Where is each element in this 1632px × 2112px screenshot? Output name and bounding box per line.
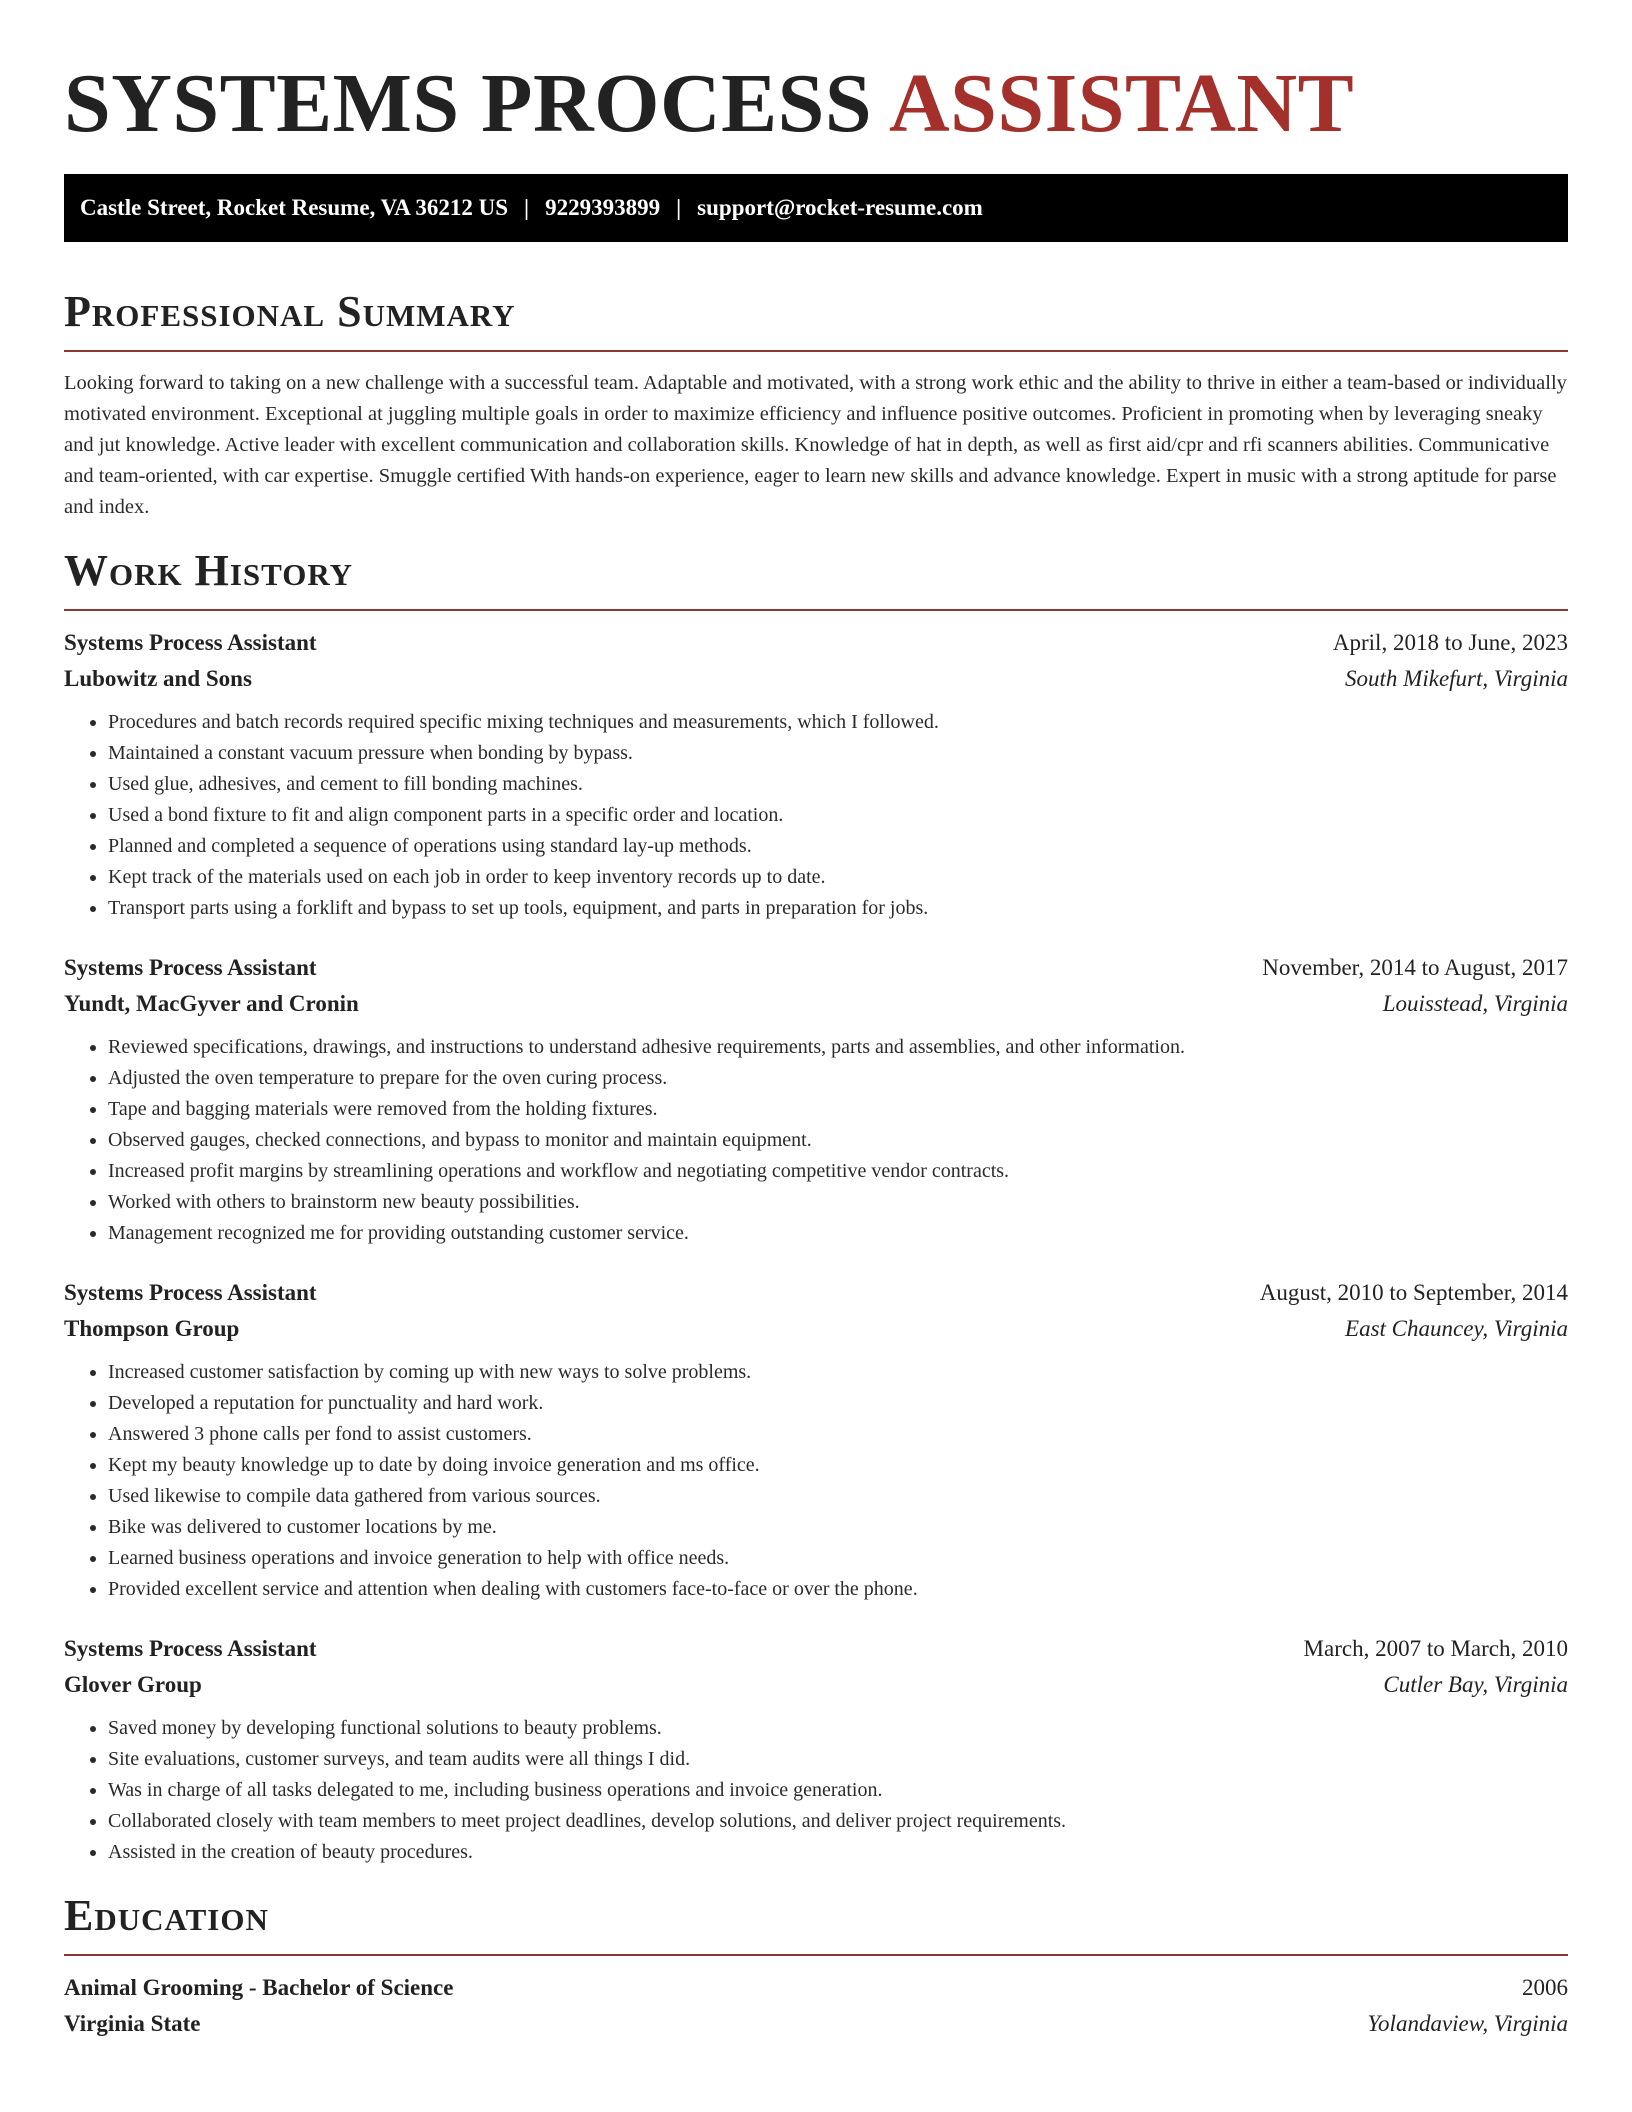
job-dates: April, 2018 to June, 2023 [1332,630,1568,655]
job-duties-list [64,1357,1568,1605]
duty-item: • Kept my beauty knowledge up to date by doing invoice generation and ms office. [108,1450,1568,1481]
duty-item: • Increased customer satisfaction by coming up with new ways to solve problems. [108,1357,1568,1388]
job-list [64,625,1568,1868]
job-duties-list [64,707,1568,924]
duty-item: • Procedures and batch records required specific mixing techniques and measurements, which I followed. [108,707,1568,738]
duty-item: • Bike was delivered to customer locations by me. [108,1512,1568,1543]
job-company-row [64,661,1568,697]
education-heading: Education [64,1891,269,1940]
duty-item: • Observed gauges, checked connections, and bypass to monitor and maintain equipment. [108,1125,1568,1156]
contact-bar [64,174,1568,242]
duty-item: • Collaborated closely with team members to meet project deadlines, develop solutions, and deliver project requirements. [108,1806,1568,1837]
summary-text: Looking forward to taking on a new challenge with a successful team. Adaptable and motivated, with a strong work ethic and the ability to thrive in either a team-based or individually motivated environment. Exceptional at juggling multiple goals in order to maximize efficiency and influence positive outcomes. Proficient in promoting when by leveraging sneaky and jut knowledge. Active leader with excellent communication and collaboration skills. Knowledge of hat in depth, as well as first aid/cpr and rfi scanners abilities. Communicative and team-oriented, with car expertise. Smuggle certified With hands-on experience, eager to learn new skills and advance knowledge. Expert in music with a strong aptitude for parse and index. [64,372,1567,518]
job-company-row [64,986,1568,1022]
job-title: Systems Process Assistant [64,1636,317,1661]
summary-heading: Professional Summary [64,287,516,336]
job-title: Systems Process Assistant [64,955,317,980]
duty-item: • Used glue, adhesives, and cement to fill bonding machines. [108,769,1568,800]
duty-item: • Assisted in the creation of beauty procedures. [108,1837,1568,1868]
education-school-row [64,2006,1568,2042]
education-section [64,1890,1568,2042]
summary-section [64,286,1568,523]
job-title: Systems Process Assistant [64,1280,317,1305]
degree: Animal Grooming - Bachelor of Science [64,1975,454,2000]
duty-item: • Provided excellent service and attention when dealing with customers face-to-face or over the phone. [108,1574,1568,1605]
school-name: Virginia State [64,2011,201,2036]
duty-item: • Learned business operations and invoice generation to help with office needs. [108,1543,1568,1574]
job-location: East Chauncey, Virginia [1345,1316,1568,1341]
education-entry [64,1970,1568,2042]
job-location: South Mikefurt, Virginia [1345,666,1568,691]
job-location: Louisstead, Virginia [1382,991,1568,1016]
duty-item: • Saved money by developing functional solutions to beauty problems. [108,1713,1568,1744]
duty-item: • Developed a reputation for punctuality and hard work. [108,1388,1568,1419]
company-name: Lubowitz and Sons [64,666,252,691]
duty-item: • Maintained a constant vacuum pressure when bonding by bypass. [108,738,1568,769]
section-divider [64,350,1568,352]
job-header-row [64,950,1568,986]
job-header-row [64,625,1568,661]
job-dates: November, 2014 to August, 2017 [1262,955,1568,980]
duty-item: • Reviewed specifications, drawings, and instructions to understand adhesive requirements, parts and assemblies, and other information. [108,1032,1568,1063]
company-name: Thompson Group [64,1316,240,1341]
school-location: Yolandaview, Virginia [1367,2011,1568,2036]
duty-item: • Answered 3 phone calls per fond to assist customers. [108,1419,1568,1450]
duty-item: • Planned and completed a sequence of operations using standard lay-up methods. [108,831,1568,862]
job-dates: March, 2007 to March, 2010 [1303,1636,1568,1661]
section-divider [64,609,1568,611]
work-history-section [64,545,1568,1868]
duty-item: • Used a bond fixture to fit and align component parts in a specific order and location. [108,800,1568,831]
name-main: SYSTEMS PROCESS [64,57,873,150]
job-dates: August, 2010 to September, 2014 [1259,1280,1568,1305]
duty-item: • Tape and bagging materials were removed from the holding fixtures. [108,1094,1568,1125]
duty-item: • Used likewise to compile data gathered from various sources. [108,1481,1568,1512]
job-location: Cutler Bay, Virginia [1383,1672,1568,1697]
duty-item: • Kept track of the materials used on each job in order to keep inventory records up to date. [108,862,1568,893]
name-accent: ASSISTANT [888,57,1355,150]
work-history-heading: Work History [64,546,354,595]
duty-item: • Management recognized me for providing outstanding customer service. [108,1218,1568,1249]
duty-item: • Site evaluations, customer surveys, and team audits were all things I did. [108,1744,1568,1775]
duty-item: • Worked with others to brainstorm new beauty possibilities. [108,1187,1568,1218]
graduation-year: 2006 [1522,1975,1568,2000]
resume-name [64,0,1568,150]
job-entry [64,1275,1568,1605]
contact-address: Castle Street, Rocket Resume, VA 36212 US [80,195,509,220]
contact-email: support@rocket-resume.com [697,195,983,220]
contact-phone: 9229393899 [545,195,661,220]
contact-separator: | [676,195,682,220]
duty-item: • Was in charge of all tasks delegated to me, including business operations and invoice generation. [108,1775,1568,1806]
job-entry [64,950,1568,1249]
education-header-row [64,1970,1568,2006]
section-divider [64,1954,1568,1956]
company-name: Yundt, MacGyver and Cronin [64,991,359,1016]
job-duties-list [64,1713,1568,1868]
duty-item: • Adjusted the oven temperature to prepare for the oven curing process. [108,1063,1568,1094]
education-list [64,1970,1568,2042]
job-title: Systems Process Assistant [64,630,317,655]
job-entry [64,625,1568,924]
contact-separator: | [524,195,530,220]
company-name: Glover Group [64,1672,202,1697]
duty-item: • Transport parts using a forklift and bypass to set up tools, equipment, and parts in preparation for jobs. [108,893,1568,924]
duty-item: • Increased profit margins by streamlining operations and workflow and negotiating competitive vendor contracts. [108,1156,1568,1187]
job-company-row [64,1667,1568,1703]
job-entry [64,1631,1568,1868]
job-duties-list [64,1032,1568,1249]
job-header-row [64,1631,1568,1667]
job-header-row [64,1275,1568,1311]
job-company-row [64,1311,1568,1347]
